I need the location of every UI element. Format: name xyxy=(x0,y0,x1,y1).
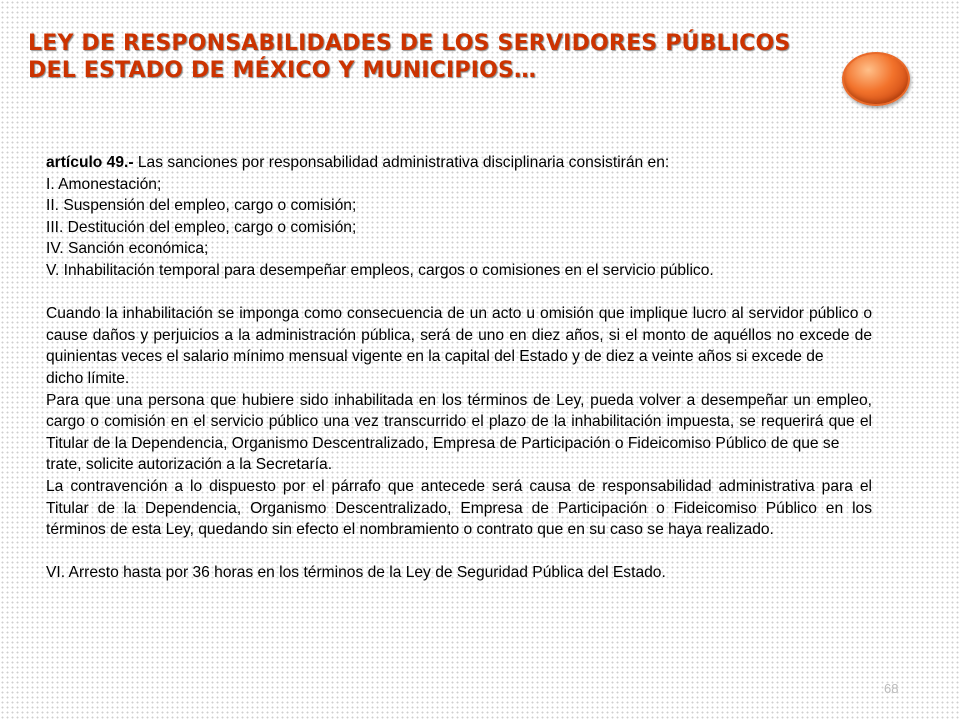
article-content xyxy=(46,152,872,584)
sanction-item-6: VI. Arresto hasta por 36 horas en los términos de la Ley de Seguridad Pública del Estado. xyxy=(46,564,666,582)
paragraph-inhabilitation-end: dicho límite. xyxy=(46,369,130,387)
article-label: artículo 49.- xyxy=(46,154,134,171)
paragraph-contravention: La contravención a lo dispuesto por el párrafo que antecede será causa de responsabilidad administrativa para el Titular de la Dependencia, Organismo Descentralizado, Empresa de Participación o Fideicomiso Público en los términos de esta Ley, quedando sin efecto el nombramiento o contrato que en su caso se haya realizado. xyxy=(46,477,872,539)
paragraph-reinstatement-end: trate, solicite autorización a la Secretaría. xyxy=(46,456,333,474)
paragraph-spacer xyxy=(46,541,872,563)
sanction-item-1: I. Amonestación; xyxy=(46,175,162,193)
slide-title: LEY DE RESPONSABILIDADES DE LOS SERVIDORES PÚBLICOS DEL ESTADO DE MÉXICO Y MUNICIPIOS… xyxy=(28,31,791,83)
sanction-item-3: III. Destitución del empleo, cargo o comisión; xyxy=(46,218,357,236)
article-heading xyxy=(46,152,872,174)
paragraph-inhabilitation: Cuando la inhabilitación se imponga como consecuencia de un acto u omisión que implique lucro al servidor público o cause daños y perjuicios a la administración pública, será de uno en diez años, si el monto de aquéllos no excede de quinientas veces el salario mínimo mensual vigente en la capital del Estado y de diez a veinte años si excede de xyxy=(46,305,872,366)
sanction-item-2: II. Suspensión del empleo, cargo o comisión; xyxy=(46,197,357,215)
article-intro: Las sanciones por responsabilidad administrativa disciplinaria consistirán en: xyxy=(133,154,670,171)
page-number: 68 xyxy=(884,681,899,696)
sanction-item-5: V. Inhabilitación temporal para desempeñar empleos, cargos o comisiones en el servicio público. xyxy=(46,261,714,279)
paragraph-reinstatement: Para que una persona que hubiere sido inhabilitada en los términos de Ley, pueda volver a desempeñar un empleo, cargo o comisión en el servicio público una vez transcurrido el plazo de la inhabilitación impuesta, se requerirá que el Titular de la Dependencia, Organismo Descentralizado, Empresa de Participación o Fideicomiso Público de que se xyxy=(46,391,872,452)
sanction-item-4: IV. Sanción económica; xyxy=(46,240,209,258)
paragraph-spacer xyxy=(46,282,872,304)
decorative-orange-circle xyxy=(842,52,910,106)
